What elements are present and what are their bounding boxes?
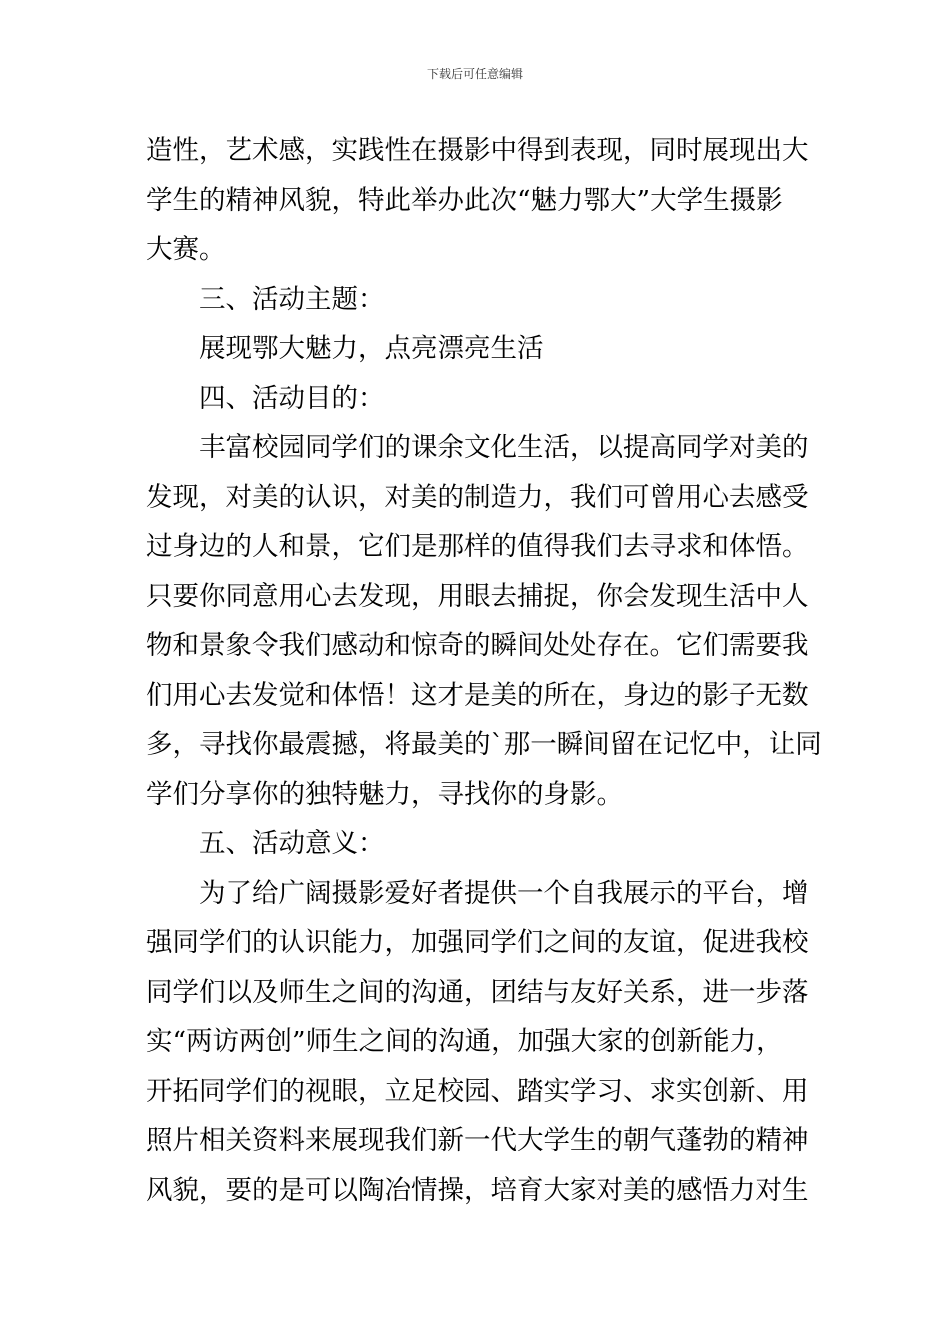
page-header: 下载后可任意编辑	[426, 67, 523, 81]
text-line: 同学们以及师生之间的沟通，团结与友好关系，进一步落	[146, 976, 809, 1008]
text-line: 五、活动意义：	[199, 828, 385, 859]
text-line: 们用心去发觉和体悟！这才是美的所在，身边的影子无数	[146, 679, 809, 711]
text-line: 过身边的人和景，它们是那样的值得我们去寻求和体悟。	[146, 531, 809, 562]
text-line: 造性，艺术感，实践性在摄影中得到表现，同时展现出大	[146, 135, 809, 166]
text-line: 学生的精神风貌，特此举办此次“魅力鄂大”大学生摄影	[146, 184, 783, 216]
text-line: 丰富校园同学们的课余文化生活，以提高同学对美的	[199, 432, 809, 463]
text-line: 为了给广阔摄影爱好者提供一个自我展示的平台，增	[199, 877, 809, 909]
text-line: 发现，对美的认识，对美的制造力，我们可曾用心去感受	[146, 481, 809, 513]
text-line: 四、活动目的：	[199, 382, 385, 414]
text-line: 开拓同学们的视眼，立足校园、踏实学习、求实创新、用	[146, 1075, 809, 1107]
text-line: 多，寻找你最震撼，将最美的`那一瞬间留在记忆中，让同	[146, 729, 822, 760]
text-line: 大赛。	[146, 234, 226, 265]
document-body	[146, 126, 826, 1215]
text-line: 实“两访两创”师生之间的沟通，加强大家的创新能力，	[146, 1026, 783, 1057]
text-line: 强同学们的认识能力，加强同学们之间的友谊，促进我校	[146, 927, 809, 958]
text-line: 三、活动主题：	[199, 283, 385, 315]
text-line: 展现鄂大魅力，点亮漂亮生活	[199, 333, 544, 364]
text-line: 照片相关资料来展现我们新一代大学生的朝气蓬勃的精神	[146, 1125, 809, 1156]
text-line: 学们分享你的独特魅力，寻找你的身影。	[146, 778, 623, 810]
text-line: 风貌，要的是可以陶冶情操，培育大家对美的感悟力对生	[146, 1174, 809, 1206]
text-line: 物和景象令我们感动和惊奇的瞬间处处存在。它们需要我	[146, 630, 809, 661]
text-line: 只要你同意用心去发现，用眼去捕捉，你会发现生活中人	[146, 580, 809, 612]
